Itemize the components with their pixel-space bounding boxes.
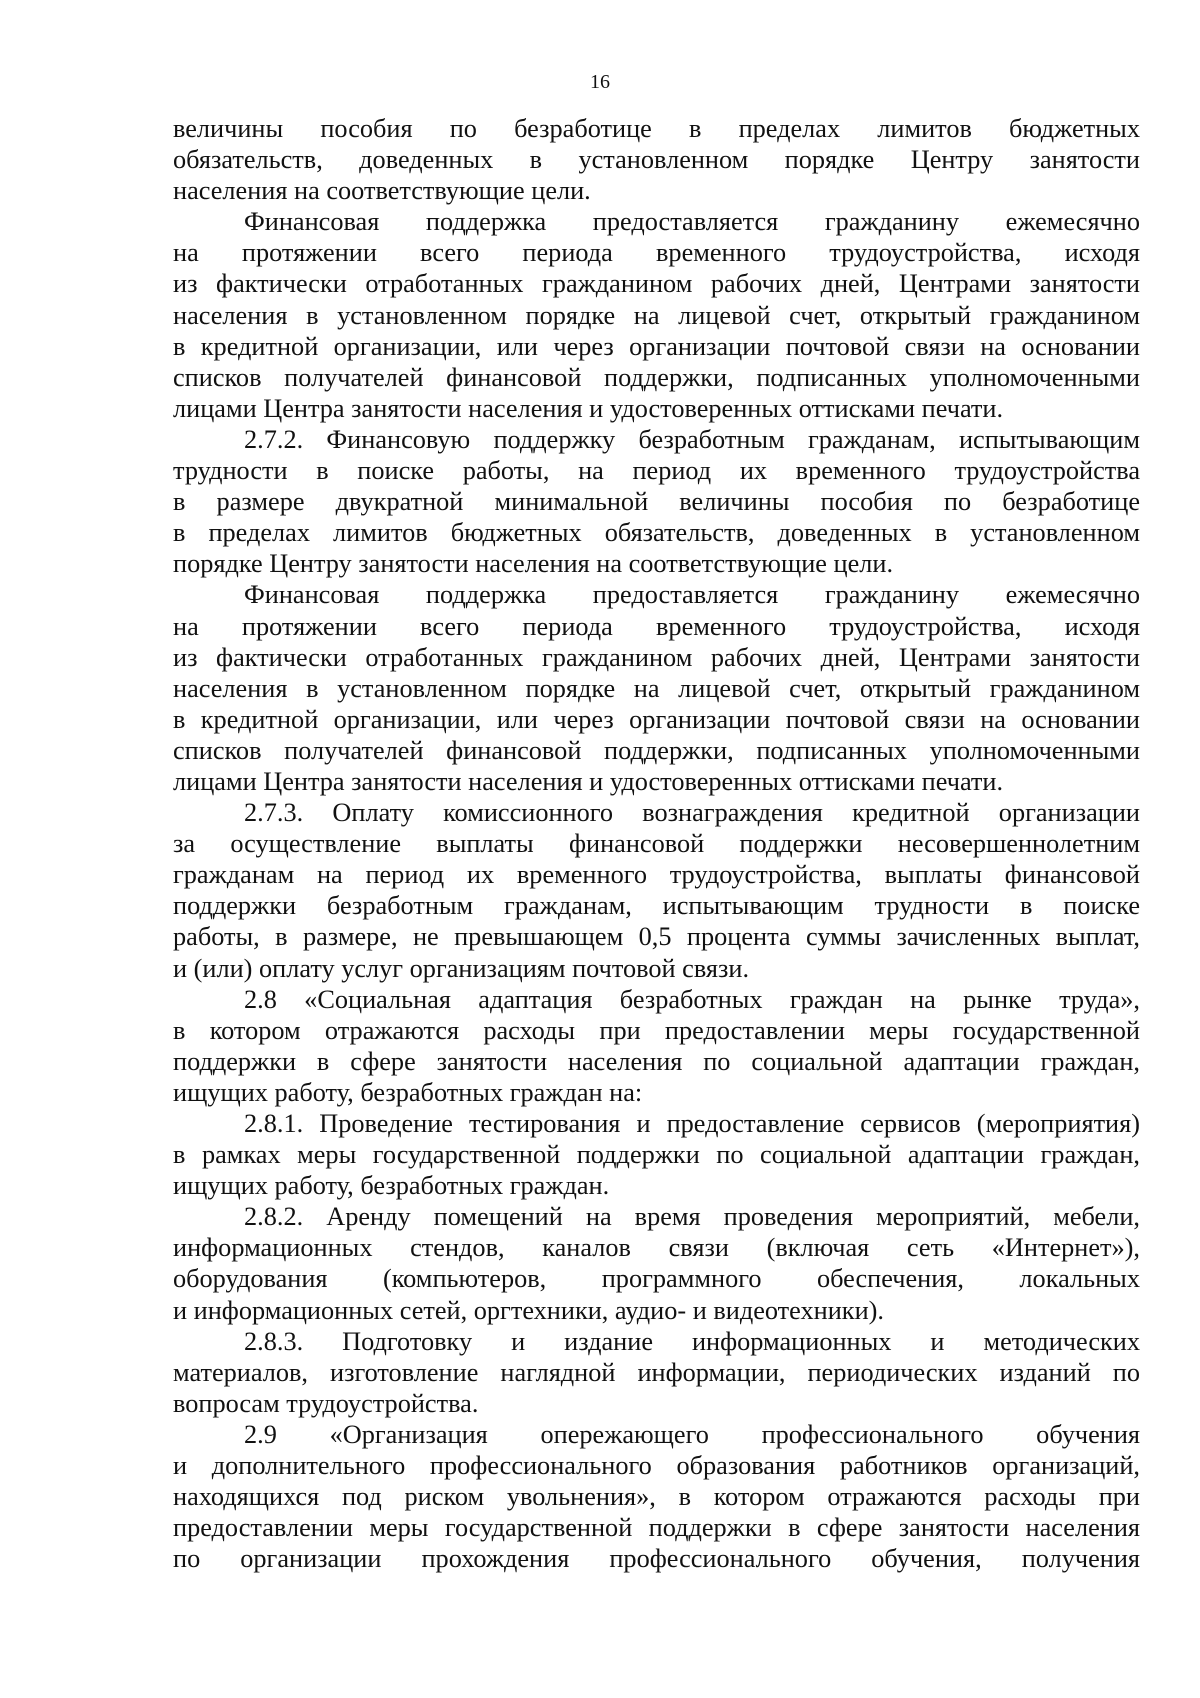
paragraph-line: по организации прохождения профессионального обучения, получения xyxy=(173,1544,1140,1574)
paragraph-line: Финансовая поддержка предоставляется гражданину ежемесячно xyxy=(244,207,1140,237)
paragraph-line: ищущих работу, безработных граждан. xyxy=(173,1171,610,1201)
paragraph-line: лицами Центра занятости населения и удостоверенных оттисками печати. xyxy=(173,766,1004,796)
paragraph-line: 2.8.2. Аренду помещений на время проведения мероприятий, мебели, xyxy=(244,1202,1140,1232)
paragraph-line: ищущих работу, безработных граждан на: xyxy=(173,1077,643,1107)
paragraph-line: из фактически отработанных гражданином рабочих дней, Центрами занятости xyxy=(173,269,1140,299)
paragraph-line: 2.8.1. Проведение тестирования и предоставление сервисов (мероприятия) xyxy=(244,1109,1140,1138)
paragraph-line: обязательств, доведенных в установленном порядке Центру занятости xyxy=(173,145,1140,175)
paragraph-line: в кредитной организации, или через организации почтовой связи на основании xyxy=(173,704,1140,734)
paragraph-line: оборудования (компьютеров, программного обеспечения, локальных xyxy=(173,1264,1140,1294)
paragraph-line: списков получателей финансовой поддержки, подписанных уполномоченными xyxy=(173,735,1140,765)
paragraph-line: в рамках меры государственной поддержки по социальной адаптации граждан, xyxy=(173,1140,1140,1170)
paragraph-line: населения в установленном порядке на лицевой счет, открытый гражданином xyxy=(173,673,1140,703)
paragraph-line: и дополнительного профессионального образования работников организаций, xyxy=(173,1451,1140,1481)
paragraph-line: населения на соответствующие цели. xyxy=(173,176,591,206)
paragraph-line: 2.8 «Социальная адаптация безработных граждан на рынке труда», xyxy=(244,984,1140,1014)
paragraph-line: находящихся под риском увольнения», в котором отражаются расходы при xyxy=(173,1482,1140,1512)
paragraph-line: в котором отражаются расходы при предоставлении меры государственной xyxy=(173,1015,1140,1045)
paragraph-line: 2.7.2. Финансовую поддержку безработным гражданам, испытывающим xyxy=(244,424,1140,454)
paragraph-line: из фактически отработанных гражданином рабочих дней, Центрами занятости xyxy=(173,642,1140,672)
paragraph-line: порядке Центру занятости населения на соответствующие цели. xyxy=(173,549,894,579)
paragraph-line: и информационных сетей, оргтехники, аудио- и видеотехники). xyxy=(173,1295,884,1325)
paragraph-line: трудности в поиске работы, на период их временного трудоустройства xyxy=(173,456,1140,486)
paragraph-line: 2.9 «Организация опережающего профессионального обучения xyxy=(244,1419,1140,1449)
paragraph-line: предоставлении меры государственной поддержки в сфере занятости населения xyxy=(173,1513,1140,1543)
paragraph-line: информационных стендов, каналов связи (включая сеть «Интернет»), xyxy=(173,1233,1140,1263)
document-body xyxy=(173,113,1140,1574)
paragraph-line: в размере двукратной минимальной величины пособия по безработице xyxy=(173,487,1140,517)
paragraph-line: 2.7.3. Оплату комиссионного вознаграждения кредитной организации xyxy=(244,798,1140,828)
paragraph-line: гражданам на период их временного трудоустройства, выплаты финансовой xyxy=(173,860,1140,890)
paragraph-line: лицами Центра занятости населения и удостоверенных оттисками печати. xyxy=(173,393,1004,423)
paragraph-line: в пределах лимитов бюджетных обязательств, доведенных в установленном xyxy=(173,518,1140,548)
paragraph-line: за осуществление выплаты финансовой поддержки несовершеннолетним xyxy=(173,829,1140,859)
paragraph-line: поддержки безработным гражданам, испытывающим трудности в поиске xyxy=(173,891,1140,921)
paragraph-line: материалов, изготовление наглядной информации, периодических изданий по xyxy=(173,1357,1140,1387)
paragraph-line: работы, в размере, не превышающем 0,5 процента суммы зачисленных выплат, xyxy=(173,922,1140,952)
paragraph-line: списков получателей финансовой поддержки, подписанных уполномоченными xyxy=(173,362,1140,392)
paragraph-line: на протяжении всего периода временного трудоустройства, исходя xyxy=(173,611,1140,641)
page-number: 16 xyxy=(590,71,610,93)
paragraph-line: на протяжении всего периода временного трудоустройства, исходя xyxy=(173,238,1140,268)
paragraph-line: в кредитной организации, или через организации почтовой связи на основании xyxy=(173,331,1140,361)
paragraph-line: и (или) оплату услуг организациям почтовой связи. xyxy=(173,953,750,983)
paragraph-line: величины пособия по безработице в пределах лимитов бюджетных xyxy=(173,114,1140,143)
paragraph-line: населения в установленном порядке на лицевой счет, открытый гражданином xyxy=(173,300,1140,330)
paragraph-line: вопросам трудоустройства. xyxy=(173,1388,479,1418)
paragraph-line: поддержки в сфере занятости населения по социальной адаптации граждан, xyxy=(173,1046,1140,1076)
paragraph-line: 2.8.3. Подготовку и издание информационных и методических xyxy=(244,1326,1140,1356)
paragraph-line: Финансовая поддержка предоставляется гражданину ежемесячно xyxy=(244,580,1140,610)
